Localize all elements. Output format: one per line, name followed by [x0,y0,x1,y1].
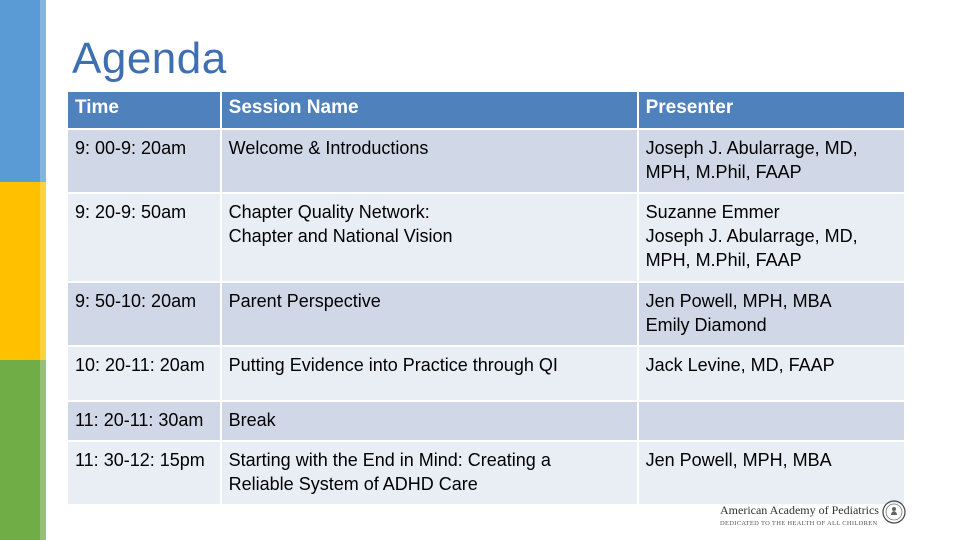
header-session-name: Session Name [221,91,638,129]
cell-presenter: Suzanne Emmer Joseph J. Abularrage, MD, MPH, M.Phil, FAAP [638,193,905,282]
agenda-table [66,90,906,506]
cell-presenter: Jen Powell, MPH, MBA [638,441,905,505]
cell-presenter [638,401,905,441]
cell-session: Chapter Quality Network: Chapter and National Vision [221,193,638,282]
cell-session: Break [221,401,638,441]
aap-logo [716,500,908,530]
cell-session: Parent Perspective [221,282,638,346]
cell-time: 10: 20-11: 20am [67,346,221,401]
side-color-bar [0,0,46,540]
table-row [67,282,905,346]
cell-session: Putting Evidence into Practice through QI [221,346,638,401]
aap-seal-icon [882,500,906,524]
cell-time: 9: 20-9: 50am [67,193,221,282]
cell-presenter: Joseph J. Abularrage, MD, MPH, M.Phil, FAAP [638,129,905,193]
table-row [67,129,905,193]
side-bar-highlight [40,0,46,540]
cell-session: Welcome & Introductions [221,129,638,193]
table-row [67,193,905,282]
cell-session: Starting with the End in Mind: Creating a Reliable System of ADHD Care [221,441,638,505]
slide-title: Agenda [72,34,227,83]
cell-time: 9: 00-9: 20am [67,129,221,193]
logo-tagline: DEDICATED TO THE HEALTH OF ALL CHILDREN [720,520,878,527]
table-row [67,441,905,505]
logo-name: American Academy of Pediatrics [720,503,879,517]
header-presenter: Presenter [638,91,905,129]
table-header-row [67,91,905,129]
cell-presenter: Jen Powell, MPH, MBA Emily Diamond [638,282,905,346]
table-row [67,346,905,401]
cell-time: 11: 20-11: 30am [67,401,221,441]
table-row [67,401,905,441]
cell-time: 9: 50-10: 20am [67,282,221,346]
cell-time: 11: 30-12: 15pm [67,441,221,505]
cell-presenter: Jack Levine, MD, FAAP [638,346,905,401]
header-time: Time [67,91,221,129]
